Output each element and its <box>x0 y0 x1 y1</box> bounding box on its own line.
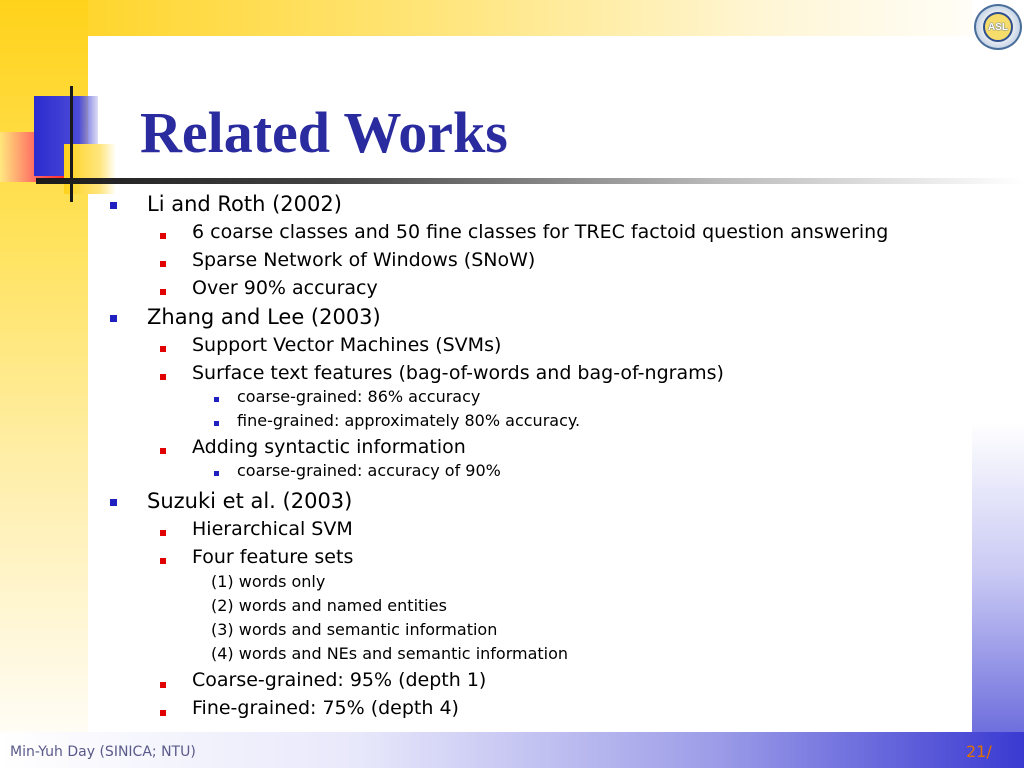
bullet-level2-marker <box>160 346 166 352</box>
bullet-level2-text: Sparse Network of Windows (SNoW) <box>192 249 536 271</box>
feature-set-line: (2) words and named entities <box>211 596 447 615</box>
bullet-level2-marker <box>160 530 166 536</box>
bullet-level3-marker <box>214 471 219 476</box>
top-decor-band <box>0 0 1024 36</box>
bullet-level1-marker <box>110 315 117 322</box>
asl-logo <box>974 4 1022 50</box>
bullet-level2-marker <box>160 233 166 239</box>
bullet-level2-text: 6 coarse classes and 50 fine classes for TREC factoid question answering <box>192 221 889 243</box>
page-number: 21/ <box>966 742 992 761</box>
bullet-level2-text: Surface text features (bag-of-words and bag-of-ngrams) <box>192 362 724 384</box>
bullet-level3-text: coarse-grained: accuracy of 90% <box>237 461 501 480</box>
feature-set-line: (3) words and semantic information <box>211 620 498 639</box>
bullet-level2-marker <box>160 682 166 688</box>
footer-author: Min-Yuh Day (SINICA; NTU) <box>10 744 196 760</box>
asl-logo-text: ASL <box>983 12 1013 42</box>
title-underline-rule <box>36 178 1024 184</box>
feature-set-line: (4) words and NEs and semantic information <box>211 644 569 663</box>
bullet-level1-text: Suzuki et al. (2003) <box>147 489 353 513</box>
slide-title: Related Works <box>140 100 508 165</box>
bullet-level2-text: Fine-grained: 75% (depth 4) <box>192 697 459 719</box>
bullet-level2-marker <box>160 261 166 267</box>
bullet-level2-marker <box>160 710 166 716</box>
decor-vertical-line <box>70 86 73 202</box>
bullet-level2-marker <box>160 289 166 295</box>
bullet-level2-text: Adding syntactic information <box>192 436 466 458</box>
bullet-level2-text: Support Vector Machines (SVMs) <box>192 334 502 356</box>
feature-set-line: (1) words only <box>211 572 326 591</box>
right-decor-band <box>972 0 1024 768</box>
bullet-level1-marker <box>110 499 117 506</box>
bullet-level1-marker <box>110 202 117 209</box>
bullet-level2-marker <box>160 558 166 564</box>
bullet-level2-marker <box>160 374 166 380</box>
bullet-level2-text: Four feature sets <box>192 546 354 568</box>
bullet-level2-text: Coarse-grained: 95% (depth 1) <box>192 669 487 691</box>
bullet-level3-marker <box>214 397 219 402</box>
bullet-level2-text: Over 90% accuracy <box>192 277 378 299</box>
bullet-level1-text: Li and Roth (2002) <box>147 192 342 216</box>
bullet-level3-text: fine-grained: approximately 80% accuracy. <box>237 411 581 430</box>
bullet-level3-marker <box>214 421 219 426</box>
bullet-level1-text: Zhang and Lee (2003) <box>147 305 381 329</box>
bullet-level2-marker <box>160 448 166 454</box>
bullet-level2-text: Hierarchical SVM <box>192 518 353 540</box>
bullet-level3-text: coarse-grained: 86% accuracy <box>237 387 481 406</box>
